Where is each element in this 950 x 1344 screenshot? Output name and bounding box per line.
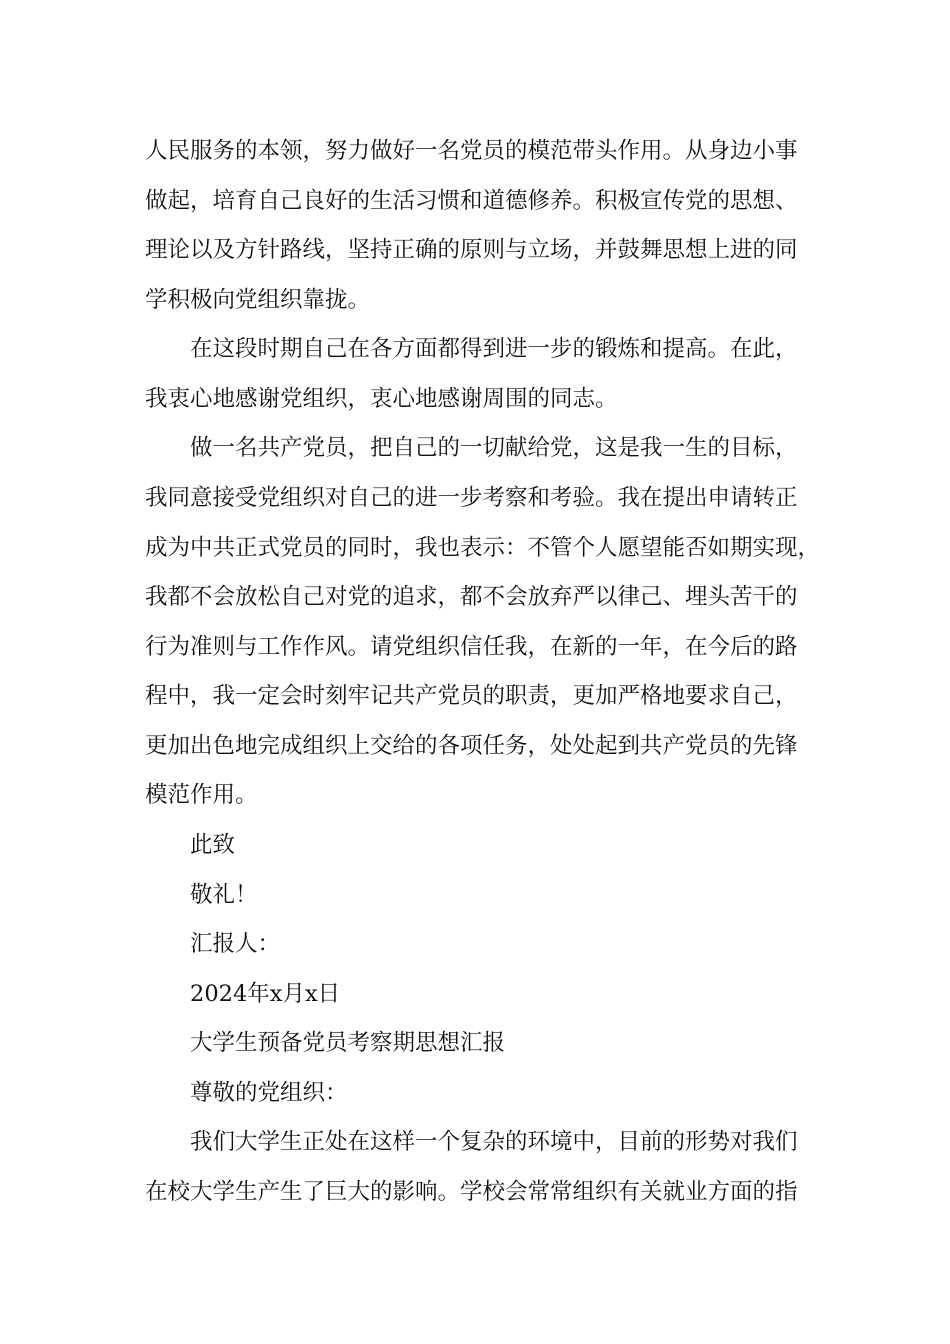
reporter-label: 汇报人： — [190, 931, 281, 957]
section-title: 大学生预备党员考察期思想汇报 — [190, 1030, 506, 1056]
text-line: 我同意接受党组织对自己的进一步考察和考验。我在提出申请转正 — [145, 485, 798, 511]
text-line: 行为准则与工作作风。请党组织信任我，在新的一年，在今后的路 — [145, 634, 798, 660]
text-line: 学积极向党组织靠拢。 — [145, 287, 371, 313]
closing-line: 此致 — [190, 832, 236, 858]
text-line: 成为中共正式党员的同时，我也表示：不管个人愿望能否如期实现， — [145, 535, 821, 561]
text-line: 更加出色地完成组织上交给的各项任务，处处起到共产党员的先锋 — [145, 733, 798, 759]
text-line: 做一名共产党员，把自己的一切献给党，这是我一生的目标， — [190, 435, 798, 461]
text-line: 我们大学生正处在这样一个复杂的环境中，目前的形势对我们 — [190, 1129, 798, 1155]
text-line: 人民服务的本领，努力做好一名党员的模范带头作用。从身边小事 — [145, 138, 798, 164]
text-line: 我衷心地感谢党组织，衷心地感谢周围的同志。 — [145, 386, 618, 412]
text-line: 我都不会放松自己对党的追求，都不会放弃严以律己、埋头苦干的 — [145, 584, 798, 610]
text-line: 在这段时期自己在各方面都得到进一步的锻炼和提高。在此， — [190, 336, 798, 362]
text-line: 模范作用。 — [145, 782, 258, 808]
salutation-line: 敬礼！ — [190, 882, 258, 908]
text-line: 在校大学生产生了巨大的影响。学校会常常组织有关就业方面的指 — [145, 1179, 798, 1205]
text-line: 程中，我一定会时刻牢记共产党员的职责，更加严格地要求自己， — [145, 683, 798, 709]
greeting-line: 尊敬的党组织： — [190, 1080, 348, 1106]
date-line: 2024年x月x日 — [190, 981, 341, 1007]
text-line: 做起，培育自己良好的生活习惯和道德修养。积极宣传党的思想、 — [145, 188, 798, 214]
text-line: 理论以及方针路线，坚持正确的原则与立场，并鼓舞思想上进的同 — [145, 237, 798, 263]
